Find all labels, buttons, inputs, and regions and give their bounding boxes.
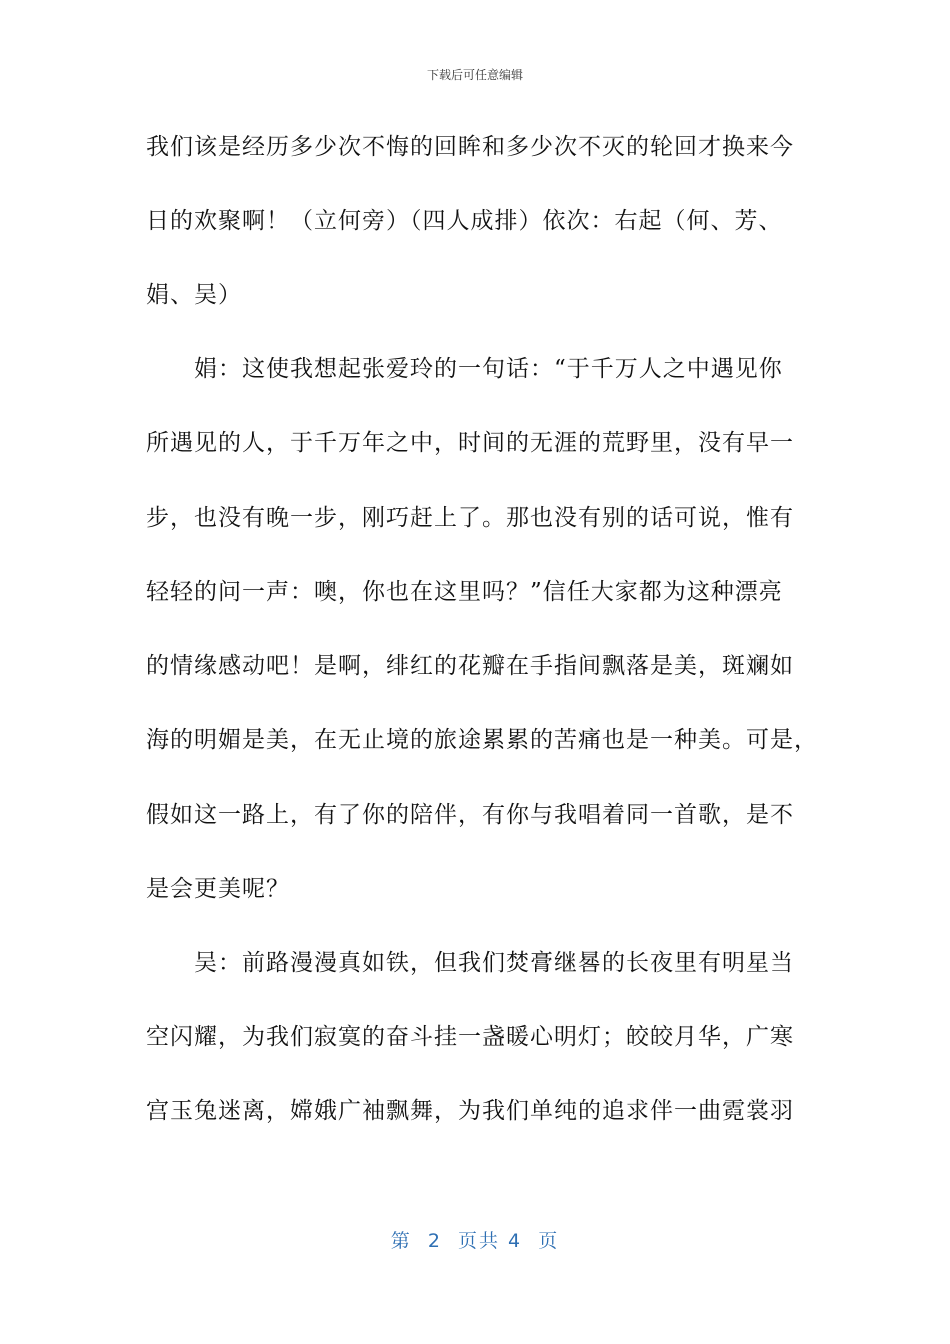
body-line: 我们该是经历多少次不悔的回眸和多少次不灭的轮回才换来今 (146, 134, 794, 160)
page-number-footer: 第 2 页共 4 页 (390, 1230, 560, 1252)
body-line: 日的欢聚啊！（立何旁）（四人成排）依次：右起（何、芳、 (146, 208, 783, 234)
body-line: 海的明媚是美，在无止境的旅途累累的苦痛也是一种美。可是， (146, 727, 818, 753)
body-line: 轻轻的问一声：噢，你也在这里吗？”信任大家都为这种漂亮 (146, 579, 783, 605)
page-header-note: 下载后可任意编辑 (426, 68, 523, 82)
body-line: 空闪耀，为我们寂寞的奋斗挂一盏暖心明灯；皎皎月华，广寒 (146, 1024, 794, 1050)
body-line: 宫玉兔迷离，嫦娥广袖飘舞，为我们单纯的追求伴一曲霓裳羽 (146, 1098, 794, 1124)
body-line: 吴：前路漫漫真如铁，但我们焚膏继晷的长夜里有明星当 (146, 950, 794, 976)
body-line: 所遇见的人，于千万年之中，时间的无涯的荒野里，没有早一 (146, 430, 794, 456)
body-line: 假如这一路上，有了你的陪伴，有你与我唱着同一首歌，是不 (146, 802, 794, 828)
body-line: 的情缘感动吧！是啊，绯红的花瓣在手指间飘落是美，斑斓如 (146, 653, 794, 679)
body-line: 娟、吴） (146, 282, 242, 308)
body-line: 步，也没有晚一步，刚巧赶上了。那也没有别的话可说，惟有 (146, 505, 794, 531)
body-line: 是会更美呢？ (146, 876, 290, 902)
body-line: 娟：这使我想起张爱玲的一句话：“于千万人之中遇见你 (146, 356, 783, 382)
